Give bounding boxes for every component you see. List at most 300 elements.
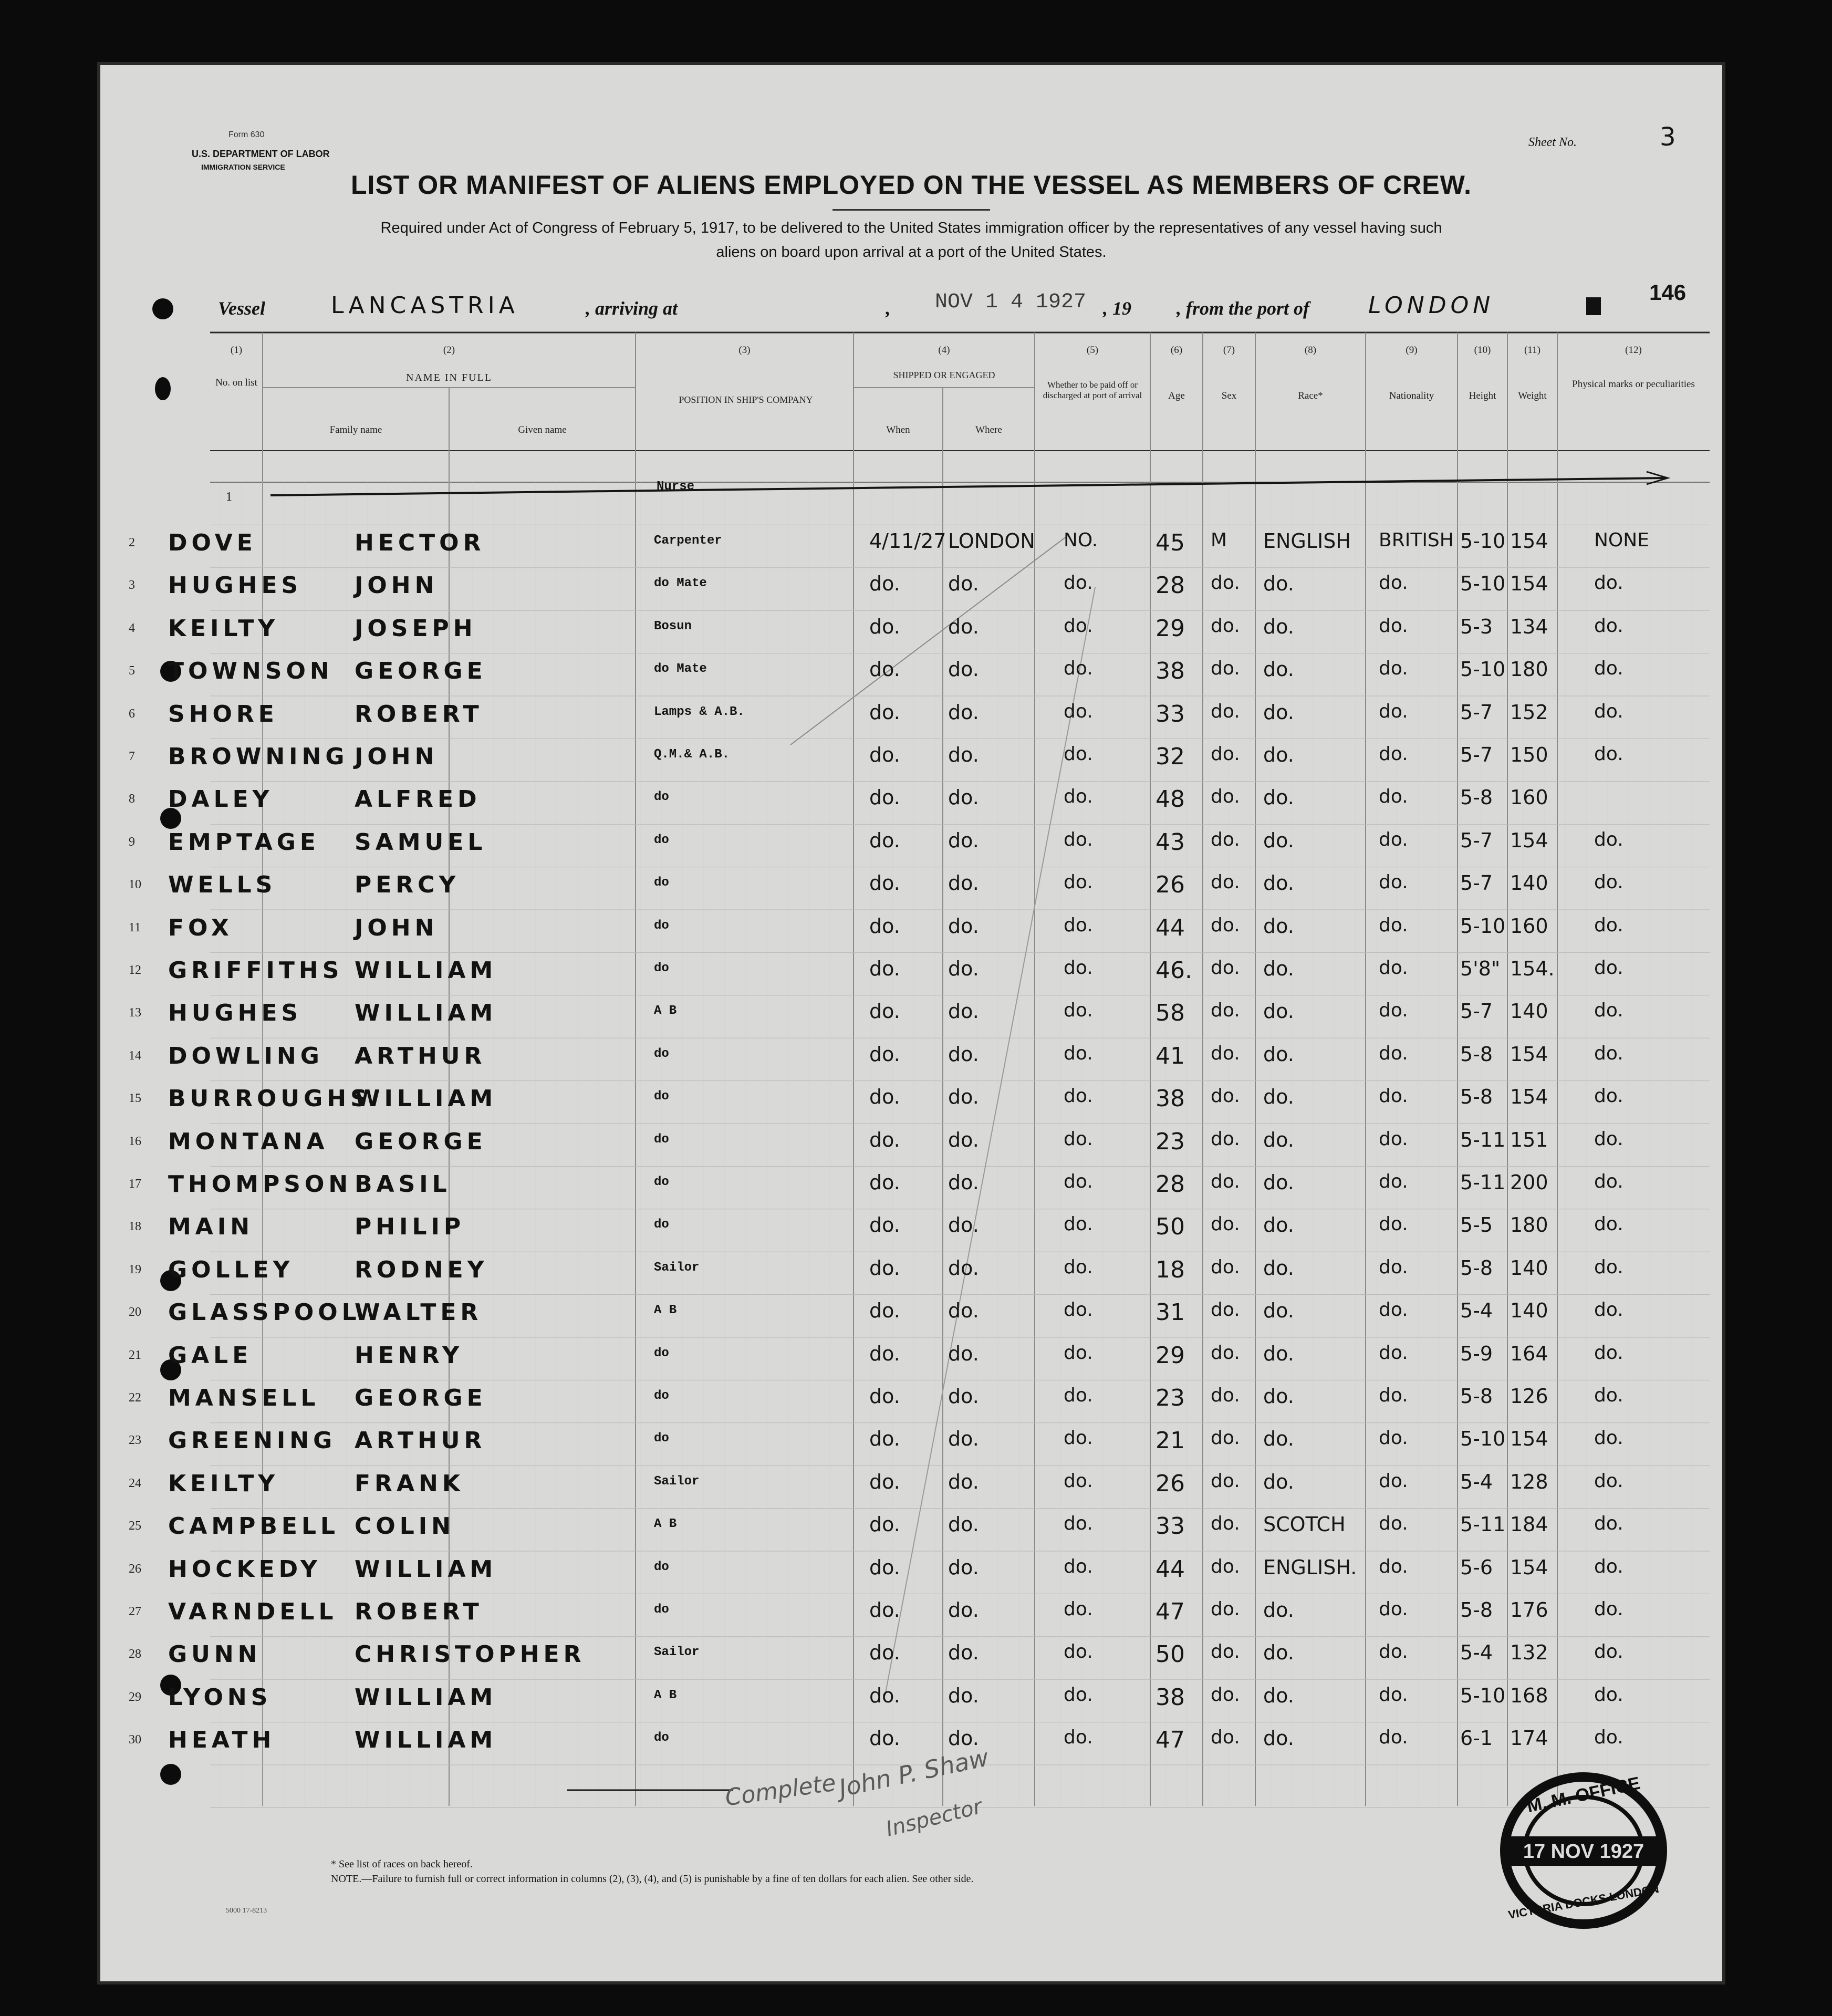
- cell-height: 5-7: [1460, 743, 1493, 766]
- cell-position: Q.M.& A.B.: [654, 747, 730, 762]
- cell-paid: do.: [1064, 1299, 1093, 1321]
- cell-weight: 174: [1510, 1727, 1548, 1750]
- cell-sex: M: [1211, 529, 1227, 551]
- cell-marks: do.: [1594, 1000, 1623, 1022]
- cell-where: do.: [948, 1042, 979, 1066]
- cell-age: 46.: [1156, 957, 1192, 984]
- cell-paid: do.: [1064, 615, 1093, 637]
- cell-nat: do.: [1379, 786, 1408, 808]
- cell-paid: do.: [1064, 1042, 1093, 1064]
- cell-when: do.: [869, 1171, 900, 1194]
- cell-nat: do.: [1379, 1213, 1408, 1235]
- cell-paid: do.: [1064, 700, 1093, 722]
- cell-position: do: [654, 1346, 669, 1360]
- cell-when: do.: [869, 1555, 900, 1579]
- cell-sex: do.: [1211, 1128, 1240, 1150]
- cell-where: do.: [948, 1299, 979, 1323]
- departure-port: LONDON: [1368, 292, 1495, 319]
- cell-race: do.: [1263, 1171, 1294, 1194]
- cell-sex: do.: [1211, 743, 1240, 765]
- cell-nat: do.: [1379, 615, 1408, 637]
- table-row: [97, 1508, 1725, 1551]
- cell-sex: do.: [1211, 1470, 1240, 1492]
- cell-age: 41: [1156, 1042, 1185, 1069]
- cell-paid: do.: [1064, 1171, 1093, 1192]
- cell-weight: 154: [1510, 572, 1548, 596]
- cell-sex: do.: [1211, 1641, 1240, 1663]
- cell-race: do.: [1263, 1342, 1294, 1365]
- cell-no: 26: [129, 1562, 141, 1576]
- cell-where: do.: [948, 1598, 979, 1622]
- cell-marks: do.: [1594, 1427, 1623, 1449]
- cell-position: do: [654, 918, 669, 933]
- cell-no: 6: [129, 706, 135, 721]
- cell-paid: do.: [1064, 1385, 1093, 1406]
- col5-number: (5): [1086, 345, 1099, 356]
- cell-given: BASIL: [355, 1171, 451, 1198]
- cell-weight: 176: [1510, 1598, 1548, 1622]
- cell-when: do.: [869, 700, 900, 724]
- cell-position: A B: [654, 1303, 677, 1318]
- cell-nat: do.: [1379, 1427, 1408, 1449]
- cell-no: 25: [129, 1519, 141, 1533]
- col11-number: (11): [1524, 345, 1540, 356]
- cell-sex: do.: [1211, 1299, 1240, 1321]
- cell-age: 38: [1156, 1684, 1185, 1711]
- cell-no: 24: [129, 1476, 141, 1490]
- list-number: 146: [1649, 280, 1687, 305]
- cell-where: do.: [948, 572, 979, 596]
- cell-marks: do.: [1594, 1299, 1623, 1321]
- col2-number: (2): [443, 345, 455, 356]
- cell-weight: 150: [1510, 743, 1548, 766]
- cell-age: 18: [1156, 1256, 1185, 1283]
- cell-given: GEORGE: [355, 1128, 487, 1155]
- cell-marks: do.: [1594, 1641, 1623, 1663]
- cell-when: do.: [869, 1256, 900, 1280]
- cell-where: do.: [948, 1128, 979, 1151]
- cell-when: do.: [869, 1213, 900, 1237]
- table-row: [97, 1251, 1725, 1294]
- cell-age: 33: [1156, 1513, 1185, 1540]
- table-row: [97, 781, 1725, 824]
- cell-marks: do.: [1594, 1385, 1623, 1406]
- cell-given: JOHN: [355, 743, 439, 770]
- cell-marks: do.: [1594, 1042, 1623, 1064]
- cell-race: do.: [1263, 1427, 1294, 1451]
- cell-age: 50: [1156, 1641, 1185, 1668]
- cell-sex: do.: [1211, 615, 1240, 637]
- cell-given: WILLIAM: [355, 1684, 497, 1711]
- cell-position: do Mate: [654, 662, 707, 677]
- cell-age: 38: [1156, 1085, 1185, 1113]
- cell-family: GALE: [168, 1342, 253, 1369]
- cell-where: do.: [948, 1213, 979, 1237]
- cell-no: 16: [129, 1134, 141, 1148]
- cell-given: COLIN: [355, 1513, 455, 1540]
- cell-when: do.: [869, 1385, 900, 1408]
- cell-family: FOX: [168, 914, 233, 941]
- col3-number: (3): [738, 345, 751, 356]
- cell-weight: 154: [1510, 1085, 1548, 1109]
- cell-given: JOHN: [355, 914, 439, 941]
- service-name: IMMIGRATION SERVICE: [201, 163, 285, 171]
- cell-weight: 180: [1510, 1213, 1548, 1237]
- cell-sex: do.: [1211, 1042, 1240, 1064]
- col1-number: (1): [230, 345, 243, 356]
- cell-no: 27: [129, 1605, 141, 1618]
- cell-marks: do.: [1594, 1256, 1623, 1278]
- cell-age: 28: [1156, 1171, 1185, 1198]
- cell-position: do Mate: [654, 576, 707, 591]
- cell-height: 5-4: [1460, 1641, 1493, 1665]
- cell-age: 43: [1156, 828, 1185, 856]
- cell-where: do.: [948, 1342, 979, 1365]
- cell-paid: NO.: [1064, 529, 1098, 551]
- signature-name: John P. Shaw: [836, 1743, 991, 1803]
- cell-age: 48: [1156, 786, 1185, 813]
- cell-given: GEORGE: [355, 658, 487, 685]
- cell-where: do.: [948, 1641, 979, 1665]
- subtitle-line-1: Required under Act of Congress of February 5, 1917, to be delivered to the United States immigration officer by the representatives of any vessel having such: [380, 220, 1442, 236]
- table-row: [97, 1636, 1725, 1679]
- arrival-date-stamp: NOV 1 4 1927: [935, 290, 1087, 314]
- cell-race: SCOTCH: [1263, 1513, 1346, 1536]
- cell-where: do.: [948, 1085, 979, 1109]
- cell-paid: do.: [1064, 786, 1093, 808]
- cell-nat: do.: [1379, 871, 1408, 893]
- cell-paid: do.: [1064, 1598, 1093, 1620]
- cell-nat: do.: [1379, 1342, 1408, 1364]
- cell-marks: do.: [1594, 828, 1623, 850]
- cell-race: do.: [1263, 1085, 1294, 1109]
- cell-marks: do.: [1594, 1555, 1623, 1577]
- cell-age: 23: [1156, 1128, 1185, 1155]
- cell-race: do.: [1263, 1598, 1294, 1622]
- cell-where: do.: [948, 743, 979, 766]
- col10-number: (10): [1474, 345, 1491, 356]
- cell-paid: do.: [1064, 1000, 1093, 1022]
- cell-nat: do.: [1379, 914, 1408, 936]
- cell-weight: 154.: [1510, 957, 1555, 980]
- cell-when: 4/11/27: [869, 529, 946, 553]
- cell-no: 8: [129, 792, 135, 806]
- cell-paid: do.: [1064, 1641, 1093, 1663]
- cell-position: do: [654, 1132, 669, 1147]
- cell-given: WILLIAM: [355, 1555, 497, 1583]
- cell-nat: do.: [1379, 1000, 1408, 1022]
- col5-header: Whether to be paid off or discharged at port of arrival: [1043, 380, 1142, 400]
- cell-when: do.: [869, 1513, 900, 1536]
- col4-when-header: When: [886, 424, 910, 435]
- cell-marks: do.: [1594, 1727, 1623, 1749]
- cell-weight: 180: [1510, 658, 1548, 681]
- cell-position: Sailor: [654, 1474, 700, 1489]
- table-row: [97, 824, 1725, 867]
- form-number: Form 630: [228, 130, 265, 139]
- cell-height: 6-1: [1460, 1727, 1493, 1750]
- table-row: [97, 1551, 1725, 1594]
- cell-position: do: [654, 790, 669, 805]
- cell-paid: do.: [1064, 871, 1093, 893]
- stamp-date: 17 NOV 1927: [1523, 1841, 1644, 1863]
- cell-race: do.: [1263, 1684, 1294, 1707]
- stamp-top-text: M. M. OFFICE: [1525, 1773, 1642, 1817]
- cell-race: do.: [1263, 914, 1294, 938]
- col12-header: Physical marks or peculiarities: [1572, 379, 1695, 390]
- cell-marks: do.: [1594, 1085, 1623, 1107]
- cell-height: 5-10: [1460, 658, 1506, 681]
- cell-age: 26: [1156, 1470, 1185, 1497]
- cell-when: do.: [869, 914, 900, 938]
- cell-height: 5-3: [1460, 615, 1493, 638]
- cell-sex: do.: [1211, 1213, 1240, 1235]
- cell-paid: do.: [1064, 1727, 1093, 1749]
- cell-when: do.: [869, 871, 900, 895]
- row1-position: Nurse: [657, 480, 695, 494]
- col10-header: Height: [1469, 390, 1496, 401]
- cell-given: ALFRED: [355, 786, 481, 813]
- cell-family: HUGHES: [168, 572, 303, 599]
- cell-given: WILLIAM: [355, 1727, 497, 1754]
- col4-number: (4): [938, 345, 950, 356]
- col11-header: Weight: [1518, 390, 1547, 401]
- cell-sex: do.: [1211, 1513, 1240, 1535]
- cell-age: 26: [1156, 871, 1185, 899]
- cell-paid: do.: [1064, 828, 1093, 850]
- cell-given: ARTHUR: [355, 1427, 486, 1454]
- cell-paid: do.: [1064, 1513, 1093, 1535]
- cell-height: 5-8: [1460, 1256, 1493, 1280]
- table-row: [97, 1166, 1725, 1209]
- col2-header: NAME IN FULL: [406, 372, 492, 383]
- cell-height: 5-7: [1460, 1000, 1493, 1023]
- cell-race: do.: [1263, 828, 1294, 852]
- cell-no: 23: [129, 1433, 141, 1448]
- signature-complete: Complete: [723, 1769, 838, 1812]
- cell-given: WILLIAM: [355, 1085, 497, 1113]
- cell-paid: do.: [1064, 1427, 1093, 1449]
- col4-where-header: Where: [975, 424, 1002, 435]
- cell-nat: do.: [1379, 1256, 1408, 1278]
- cell-family: GOLLEY: [168, 1256, 294, 1283]
- cell-height: 5-11: [1460, 1128, 1506, 1151]
- cell-no: 29: [129, 1690, 141, 1704]
- cell-when: do.: [869, 1042, 900, 1066]
- cell-height: 5-6: [1460, 1555, 1493, 1579]
- cell-race: do.: [1263, 658, 1294, 681]
- cell-no: 20: [129, 1305, 141, 1319]
- cell-when: do.: [869, 786, 900, 809]
- comma-mark: ,: [885, 298, 890, 319]
- cell-age: 50: [1156, 1213, 1185, 1241]
- cell-when: do.: [869, 1000, 900, 1023]
- cell-sex: do.: [1211, 1684, 1240, 1706]
- cell-sex: do.: [1211, 786, 1240, 808]
- cell-age: 29: [1156, 615, 1185, 642]
- cell-position: do: [654, 1431, 669, 1446]
- cell-family: LYONS: [168, 1684, 272, 1711]
- cell-where: do.: [948, 1555, 979, 1579]
- cell-age: 44: [1156, 914, 1185, 941]
- cell-height: 5-8: [1460, 1385, 1493, 1408]
- cell-nat: do.: [1379, 572, 1408, 594]
- cell-marks: do.: [1594, 572, 1623, 594]
- cell-family: GUNN: [168, 1641, 262, 1668]
- cell-nat: do.: [1379, 700, 1408, 722]
- cell-where: do.: [948, 700, 979, 724]
- cell-no: 10: [129, 878, 141, 892]
- table-row: [97, 1679, 1725, 1722]
- cell-when: do.: [869, 957, 900, 980]
- cell-nat: do.: [1379, 1299, 1408, 1321]
- cell-where: do.: [948, 1684, 979, 1707]
- cell-sex: do.: [1211, 1727, 1240, 1749]
- cell-family: THOMPSON: [168, 1171, 352, 1198]
- cell-marks: do.: [1594, 1213, 1623, 1235]
- cell-no: 12: [129, 963, 141, 977]
- cell-given: ARTHUR: [355, 1042, 486, 1069]
- cell-given: FRANK: [355, 1470, 464, 1497]
- cell-weight: 160: [1510, 914, 1548, 938]
- cell-height: 5-7: [1460, 700, 1493, 724]
- table-row: [97, 1593, 1725, 1636]
- cell-no: 7: [129, 750, 135, 763]
- cell-family: SHORE: [168, 700, 278, 728]
- cell-paid: do.: [1064, 957, 1093, 979]
- cell-nat: do.: [1379, 1042, 1408, 1064]
- year-label: , 19: [1103, 298, 1131, 319]
- cell-marks: do.: [1594, 1171, 1623, 1192]
- cell-height: 5-4: [1460, 1299, 1493, 1323]
- cell-no: 15: [129, 1092, 141, 1106]
- cell-marks: do.: [1594, 658, 1623, 680]
- table-row: [97, 652, 1725, 695]
- cell-given: JOSEPH: [355, 615, 477, 642]
- sheet-number: 3: [1660, 122, 1676, 152]
- cell-paid: do.: [1064, 658, 1093, 680]
- cell-nat: do.: [1379, 828, 1408, 850]
- cell-weight: 164: [1510, 1342, 1548, 1365]
- stamp-bottom-text: VICTORIA DOCKS LONDON: [1507, 1882, 1660, 1922]
- cell-no: 14: [129, 1048, 141, 1063]
- cell-weight: 128: [1510, 1470, 1548, 1493]
- cell-sex: do.: [1211, 1427, 1240, 1449]
- cell-when: do.: [869, 1727, 900, 1750]
- col9-number: (9): [1406, 345, 1418, 356]
- cell-family: DOWLING: [168, 1042, 324, 1069]
- cell-nat: do.: [1379, 1470, 1408, 1492]
- cell-nat: do.: [1379, 743, 1408, 765]
- cell-sex: do.: [1211, 1085, 1240, 1107]
- cell-race: do.: [1263, 1385, 1294, 1408]
- cell-race: do.: [1263, 1042, 1294, 1066]
- table-row: [97, 567, 1725, 610]
- cell-paid: do.: [1064, 1684, 1093, 1706]
- cell-family: DOVE: [168, 529, 257, 556]
- cell-weight: 151: [1510, 1128, 1548, 1151]
- cell-where: do.: [948, 1513, 979, 1536]
- cell-position: do: [654, 876, 669, 890]
- cell-when: do.: [869, 1085, 900, 1109]
- cell-race: do.: [1263, 615, 1294, 638]
- cell-sex: do.: [1211, 914, 1240, 936]
- cell-given: ROBERT: [355, 1598, 483, 1625]
- cell-age: 47: [1156, 1598, 1185, 1625]
- cell-sex: do.: [1211, 828, 1240, 850]
- cell-paid: do.: [1064, 1342, 1093, 1364]
- cell-position: do: [654, 1046, 669, 1061]
- cell-sex: do.: [1211, 957, 1240, 979]
- cell-when: do.: [869, 572, 900, 596]
- cell-race: do.: [1263, 743, 1294, 766]
- cell-nat: do.: [1379, 1085, 1408, 1107]
- cell-height: 5-8: [1460, 1085, 1493, 1109]
- cell-no: 13: [129, 1006, 141, 1020]
- cell-position: Lamps & A.B.: [654, 704, 745, 719]
- cell-sex: do.: [1211, 572, 1240, 594]
- cell-nat: do.: [1379, 1171, 1408, 1192]
- cell-family: HUGHES: [168, 1000, 303, 1027]
- cell-no: 18: [129, 1220, 141, 1234]
- cell-no: 21: [129, 1348, 141, 1362]
- cell-height: 5-8: [1460, 1042, 1493, 1066]
- cell-nat: do.: [1379, 1555, 1408, 1577]
- col3-header: POSITION IN SHIP'S COMPANY: [679, 394, 813, 405]
- cell-weight: 132: [1510, 1641, 1548, 1665]
- cell-given: ROBERT: [355, 700, 483, 728]
- cell-marks: do.: [1594, 1470, 1623, 1492]
- cell-given: SAMUEL: [355, 828, 487, 856]
- cell-position: Carpenter: [654, 534, 722, 548]
- cell-when: do.: [869, 1641, 900, 1665]
- cell-no: 19: [129, 1262, 141, 1276]
- table-row: [97, 994, 1725, 1037]
- cell-paid: do.: [1064, 1555, 1093, 1577]
- cell-marks: do.: [1594, 871, 1623, 893]
- cell-nat: do.: [1379, 957, 1408, 979]
- cell-when: do.: [869, 615, 900, 638]
- cell-age: 31: [1156, 1299, 1185, 1326]
- cell-height: 5-11: [1460, 1171, 1506, 1194]
- vessel-label: Vessel: [218, 298, 265, 319]
- table-row: [97, 1337, 1725, 1380]
- cell-sex: do.: [1211, 1256, 1240, 1278]
- table-row: [97, 1379, 1725, 1422]
- cell-weight: 154: [1510, 529, 1548, 553]
- cell-when: do.: [869, 658, 900, 681]
- cell-weight: 154: [1510, 1427, 1548, 1451]
- cell-given: HECTOR: [355, 529, 485, 556]
- cell-marks: do.: [1594, 914, 1623, 936]
- table-row: [97, 1721, 1725, 1764]
- cell-family: WELLS: [168, 871, 277, 899]
- cell-when: do.: [869, 1128, 900, 1151]
- cell-where: do.: [948, 1171, 979, 1194]
- cell-family: MAIN: [168, 1213, 254, 1241]
- cell-height: 5-11: [1460, 1513, 1506, 1536]
- cell-position: do: [654, 1560, 669, 1574]
- row1-number: 1: [226, 490, 232, 504]
- manifest-sheet: [97, 62, 1725, 1984]
- cell-weight: 154: [1510, 1555, 1548, 1579]
- cell-where: do.: [948, 786, 979, 809]
- cell-position: do: [654, 1389, 669, 1403]
- col6-header: Age: [1168, 390, 1185, 401]
- col1-header: No. on list: [215, 377, 257, 388]
- cell-given: HENRY: [355, 1342, 464, 1369]
- cell-given: RODNEY: [355, 1256, 488, 1283]
